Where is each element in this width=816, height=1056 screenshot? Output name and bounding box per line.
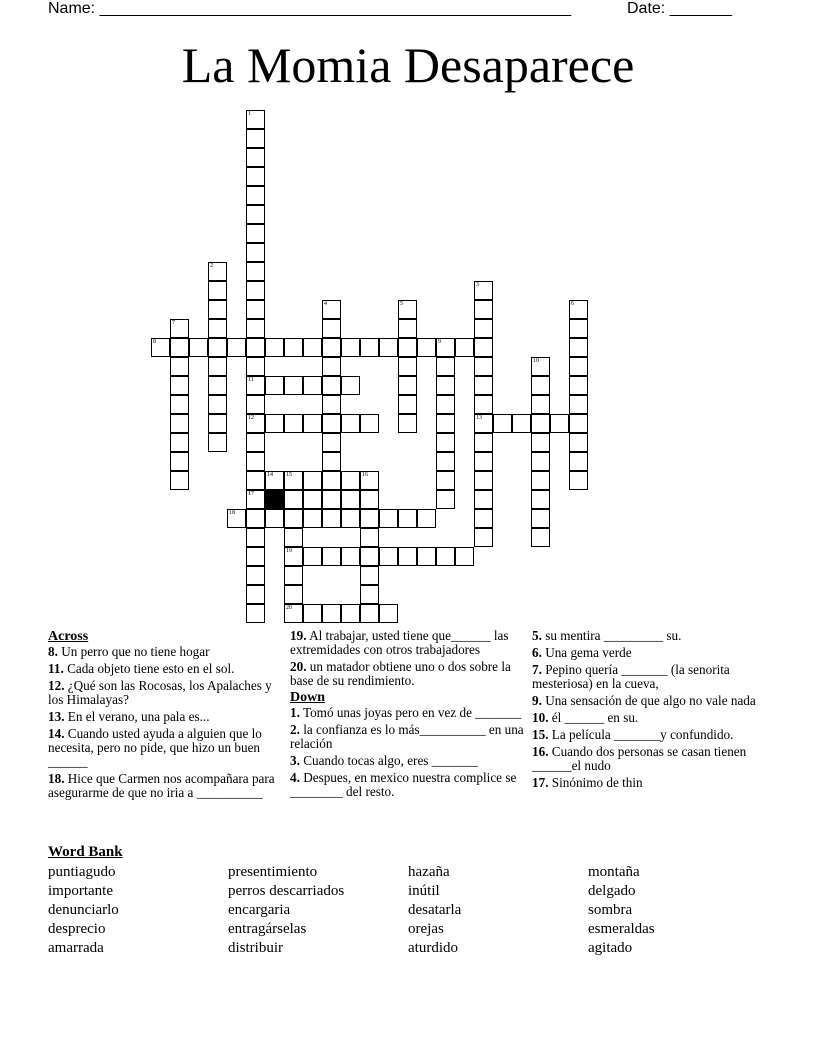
- crossword-cell[interactable]: [246, 471, 265, 490]
- crossword-cell[interactable]: [531, 433, 550, 452]
- crossword-cell[interactable]: [284, 338, 303, 357]
- crossword-cell[interactable]: [398, 395, 417, 414]
- clue-number-label: 11: [248, 377, 254, 383]
- crossword-cell[interactable]: [531, 490, 550, 509]
- crossword-cell[interactable]: [303, 604, 322, 623]
- clue-down-5: 5. su mentira _________ su.: [532, 628, 682, 643]
- crossword-cell[interactable]: [436, 395, 455, 414]
- crossword-cell[interactable]: [474, 452, 493, 471]
- clue-down-6: 6. Una gema verde: [532, 645, 632, 660]
- crossword-cell[interactable]: [322, 376, 341, 395]
- crossword-cell[interactable]: [455, 338, 474, 357]
- crossword-cell[interactable]: [227, 338, 246, 357]
- clue-across-11: 11. Cada objeto tiene esto en el sol.: [48, 661, 235, 676]
- crossword-cell[interactable]: [531, 414, 550, 433]
- crossword-cell[interactable]: [265, 414, 284, 433]
- word-bank-word: perros descarriados: [228, 883, 345, 899]
- crossword-cell[interactable]: [398, 300, 417, 319]
- crossword-cell[interactable]: [303, 414, 322, 433]
- crossword-cell[interactable]: [170, 452, 189, 471]
- crossword-cell[interactable]: [531, 357, 550, 376]
- crossword-cell[interactable]: [246, 585, 265, 604]
- crossword-cell[interactable]: [246, 433, 265, 452]
- crossword-cell[interactable]: [341, 338, 360, 357]
- crossword-cell[interactable]: [208, 414, 227, 433]
- clue-number-label: 7: [172, 320, 175, 326]
- word-bank-word: hazaña: [408, 864, 450, 880]
- crossword-cell[interactable]: [322, 471, 341, 490]
- crossword-cell[interactable]: [284, 528, 303, 547]
- clue-number-label: 9: [438, 339, 441, 345]
- crossword-cell[interactable]: [246, 490, 265, 509]
- crossword-cell[interactable]: [170, 338, 189, 357]
- crossword-cell[interactable]: [360, 585, 379, 604]
- crossword-cell[interactable]: [284, 585, 303, 604]
- clue-down-15: 15. La película _______y confundido.: [532, 727, 734, 742]
- crossword-cell[interactable]: [493, 414, 512, 433]
- crossword-cell[interactable]: [303, 509, 322, 528]
- clue-across-14: 14. Cuando usted ayuda a alguien que lo necesita, pero no pide, que hizo un buen ______: [48, 726, 262, 769]
- crossword-cell[interactable]: [436, 357, 455, 376]
- crossword-cell[interactable]: [341, 376, 360, 395]
- crossword-cell[interactable]: [569, 452, 588, 471]
- crossword-cell[interactable]: [455, 547, 474, 566]
- clue-number-label: 10: [533, 358, 539, 364]
- date-field-line: Date: _______: [627, 0, 732, 17]
- clue-number-label: 20: [286, 605, 292, 611]
- crossword-cell[interactable]: [170, 319, 189, 338]
- crossword-cell[interactable]: [474, 376, 493, 395]
- word-bank-word: entragárselas: [228, 921, 307, 937]
- crossword-cell[interactable]: [322, 338, 341, 357]
- crossword-cell[interactable]: [379, 604, 398, 623]
- crossword-cell[interactable]: [360, 490, 379, 509]
- word-bank-word: esmeraldas: [588, 921, 655, 937]
- clue-across-8: 8. Un perro que no tiene hogar: [48, 644, 210, 659]
- crossword-cell[interactable]: [246, 357, 265, 376]
- crossword-cell[interactable]: [569, 433, 588, 452]
- crossword-cell[interactable]: [246, 129, 265, 148]
- crossword-cell[interactable]: [474, 281, 493, 300]
- word-bank-word: distribuir: [228, 940, 283, 956]
- clue-across-12: 12. ¿Qué son las Rocosas, los Apalaches y los Himalayas?: [48, 678, 272, 707]
- crossword-cell[interactable]: [398, 338, 417, 357]
- crossword-cell[interactable]: [360, 471, 379, 490]
- clue-number-label: 13: [476, 415, 482, 421]
- crossword-cell[interactable]: [284, 547, 303, 566]
- crossword-cell[interactable]: [531, 509, 550, 528]
- crossword-cell[interactable]: [379, 547, 398, 566]
- crossword-cell[interactable]: [474, 414, 493, 433]
- crossword-cell[interactable]: [569, 300, 588, 319]
- clue-down-10: 10. él ______ en su.: [532, 710, 639, 725]
- crossword-cell[interactable]: [550, 414, 569, 433]
- crossword-cell[interactable]: [569, 376, 588, 395]
- clue-down-7: 7. Pepino quería _______ (la senorita mesteriosa) en la cueva,: [532, 662, 730, 691]
- word-bank-word: denunciarlo: [48, 902, 119, 918]
- crossword-cell[interactable]: [569, 357, 588, 376]
- crossword-cell[interactable]: [246, 262, 265, 281]
- crossword-cell[interactable]: [341, 509, 360, 528]
- crossword-cell[interactable]: [569, 414, 588, 433]
- clue-down-2: 2. la confianza es lo más__________ en una relación: [290, 722, 524, 751]
- word-bank-word: agitado: [588, 940, 633, 956]
- word-bank-word: orejas: [408, 921, 444, 937]
- word-bank-word: puntiagudo: [48, 864, 116, 880]
- crossword-cell[interactable]: [360, 604, 379, 623]
- clue-across-18: 18. Hice que Carmen nos acompañara para asegurarme de que no iria a __________: [48, 771, 275, 800]
- clue-number-label: 1: [248, 111, 251, 117]
- crossword-cell[interactable]: [436, 338, 455, 357]
- crossword-cell[interactable]: [170, 357, 189, 376]
- crossword-cell[interactable]: [569, 319, 588, 338]
- clue-number-label: 6: [571, 301, 574, 307]
- crossword-cell[interactable]: [208, 281, 227, 300]
- crossword-cell[interactable]: [246, 110, 265, 129]
- crossword-cell[interactable]: [360, 528, 379, 547]
- crossword-cell[interactable]: [474, 433, 493, 452]
- crossword-cell[interactable]: [208, 395, 227, 414]
- crossword-cell[interactable]: [170, 376, 189, 395]
- crossword-cell[interactable]: [322, 357, 341, 376]
- crossword-cell[interactable]: [436, 490, 455, 509]
- crossword-cell[interactable]: [341, 604, 360, 623]
- crossword-cell[interactable]: [474, 509, 493, 528]
- crossword-cell[interactable]: [265, 338, 284, 357]
- page-title: La Momia Desaparece: [181, 37, 635, 93]
- crossword-cell[interactable]: [436, 547, 455, 566]
- crossword-cell[interactable]: [265, 471, 284, 490]
- crossword-cell[interactable]: [360, 566, 379, 585]
- crossword-cell[interactable]: [208, 357, 227, 376]
- crossword-cell[interactable]: [246, 452, 265, 471]
- crossword-cell[interactable]: [246, 395, 265, 414]
- crossword-cell[interactable]: [246, 224, 265, 243]
- crossword-cell[interactable]: [436, 471, 455, 490]
- crossword-cell[interactable]: [322, 604, 341, 623]
- crossword-cell[interactable]: [360, 547, 379, 566]
- clue-number-label: 19: [286, 548, 292, 554]
- clue-across-20: 20. un matador obtiene uno o dos sobre la base de su rendimiento.: [290, 659, 511, 688]
- crossword-cell[interactable]: [322, 395, 341, 414]
- clue-down-4: 4. Despues, en mexico nuestra complice se ________ del resto.: [290, 770, 517, 799]
- crossword-cell[interactable]: [398, 357, 417, 376]
- crossword-cell[interactable]: [284, 490, 303, 509]
- crossword-cell[interactable]: [512, 414, 531, 433]
- word-bank-word: inútil: [408, 883, 440, 899]
- word-bank-word: desatarla: [408, 902, 462, 918]
- down-heading: Down: [290, 690, 326, 705]
- crossword-cell[interactable]: [208, 338, 227, 357]
- crossword-cell[interactable]: [246, 300, 265, 319]
- crossword-cell[interactable]: [246, 319, 265, 338]
- crossword-cell[interactable]: [246, 528, 265, 547]
- crossword-cell[interactable]: [474, 319, 493, 338]
- word-bank-word: sombra: [588, 902, 633, 918]
- crossword-cell[interactable]: [398, 376, 417, 395]
- clue-number-label: 2: [210, 263, 213, 269]
- word-bank-word: aturdido: [408, 940, 458, 956]
- crossword-cell[interactable]: [246, 376, 265, 395]
- crossword-cell[interactable]: [284, 414, 303, 433]
- name-field-line: Name: _____________________________________________________: [48, 0, 572, 17]
- crossword-cell[interactable]: [322, 300, 341, 319]
- crossword-cell[interactable]: [436, 433, 455, 452]
- crossword-cell[interactable]: [341, 471, 360, 490]
- crossword-cell[interactable]: [398, 547, 417, 566]
- crossword-cell[interactable]: [436, 376, 455, 395]
- crossword-cell[interactable]: [360, 338, 379, 357]
- crossword-cell[interactable]: [170, 414, 189, 433]
- clue-across-13: 13. En el verano, una pala es...: [48, 709, 210, 724]
- crossword-cell[interactable]: [569, 395, 588, 414]
- crossword-cell[interactable]: [322, 547, 341, 566]
- crossword-cell[interactable]: [246, 281, 265, 300]
- crossword-cell[interactable]: [341, 414, 360, 433]
- word-bank-column-2: [228, 863, 344, 958]
- word-bank-word: desprecio: [48, 921, 106, 937]
- crossword-cell[interactable]: [474, 395, 493, 414]
- word-bank-title: Word Bank: [48, 844, 123, 860]
- crossword-cell[interactable]: [569, 338, 588, 357]
- crossword-cell[interactable]: [227, 509, 246, 528]
- crossword-black-cell: [265, 490, 284, 509]
- crossword-cell[interactable]: [531, 395, 550, 414]
- crossword-cell[interactable]: [246, 148, 265, 167]
- word-bank-column-4: [588, 863, 655, 958]
- word-bank-column-3: [408, 863, 461, 958]
- word-bank-column-1: [48, 863, 119, 958]
- crossword-cell[interactable]: [303, 471, 322, 490]
- crossword-cell[interactable]: [284, 471, 303, 490]
- clue-down-17: 17. Sinónimo de thin: [532, 775, 643, 790]
- crossword-cell[interactable]: [246, 566, 265, 585]
- clue-number-label: 14: [267, 472, 273, 478]
- crossword-cell[interactable]: [303, 338, 322, 357]
- crossword-cell[interactable]: [284, 604, 303, 623]
- clue-number-label: 12: [248, 415, 254, 421]
- clues-column-3: [532, 628, 768, 793]
- crossword-cell[interactable]: [436, 414, 455, 433]
- crossword-cell[interactable]: [322, 414, 341, 433]
- crossword-cell[interactable]: [322, 319, 341, 338]
- crossword-cell[interactable]: [398, 319, 417, 338]
- clue-down-3: 3. Cuando tocas algo, eres _______: [290, 753, 478, 768]
- clue-down-16: 16. Cuando dos personas se casan tienen ______el nudo: [532, 744, 747, 773]
- word-bank-word: montaña: [588, 864, 640, 880]
- crossword-cell[interactable]: [151, 338, 170, 357]
- crossword-cell[interactable]: [246, 243, 265, 262]
- crossword-cell[interactable]: [208, 376, 227, 395]
- crossword-cell[interactable]: [189, 338, 208, 357]
- crossword-cell[interactable]: [569, 471, 588, 490]
- crossword-cell[interactable]: [379, 338, 398, 357]
- crossword-cell[interactable]: [417, 547, 436, 566]
- crossword-cell[interactable]: [265, 376, 284, 395]
- crossword-cell[interactable]: [474, 338, 493, 357]
- crossword-cell[interactable]: [531, 376, 550, 395]
- clue-number-label: 16: [362, 472, 368, 478]
- clues-column-1: [48, 628, 284, 803]
- crossword-cell[interactable]: [265, 509, 284, 528]
- crossword-cell[interactable]: [170, 395, 189, 414]
- crossword-cell[interactable]: [246, 205, 265, 224]
- clue-number-label: 15: [286, 472, 292, 478]
- word-bank-word: importante: [48, 883, 113, 899]
- clue-number-label: 8: [153, 339, 156, 345]
- crossword-cell[interactable]: [170, 433, 189, 452]
- crossword-cell[interactable]: [208, 262, 227, 281]
- crossword-cell[interactable]: [208, 319, 227, 338]
- crossword-cell[interactable]: [246, 604, 265, 623]
- crossword-cell[interactable]: [246, 186, 265, 205]
- clue-number-label: 5: [400, 301, 403, 307]
- crossword-cell[interactable]: [417, 338, 436, 357]
- crossword-cell[interactable]: [474, 357, 493, 376]
- crossword-cell[interactable]: [303, 490, 322, 509]
- crossword-cell[interactable]: [341, 490, 360, 509]
- crossword-cell[interactable]: [284, 509, 303, 528]
- crossword-cell[interactable]: [398, 414, 417, 433]
- crossword-cell[interactable]: [531, 452, 550, 471]
- across-heading: Across: [48, 629, 89, 644]
- word-bank-word: encargaria: [228, 902, 291, 918]
- clue-number-label: 18: [229, 510, 235, 516]
- crossword-cell[interactable]: [474, 471, 493, 490]
- crossword-cell[interactable]: [284, 376, 303, 395]
- word-bank-word: amarrada: [48, 940, 104, 956]
- crossword-cell[interactable]: [474, 490, 493, 509]
- crossword-cell[interactable]: [246, 547, 265, 566]
- crossword-cell[interactable]: [379, 509, 398, 528]
- clue-number-label: 17: [248, 491, 254, 497]
- crossword-cell[interactable]: [474, 528, 493, 547]
- crossword-cell[interactable]: [531, 471, 550, 490]
- crossword-cell[interactable]: [322, 452, 341, 471]
- crossword-cell[interactable]: [436, 452, 455, 471]
- word-bank-word: presentimiento: [228, 864, 318, 880]
- crossword-cell[interactable]: [284, 566, 303, 585]
- crossword-cell[interactable]: [341, 547, 360, 566]
- clues-column-2: [290, 628, 526, 802]
- crossword-cell[interactable]: [246, 338, 265, 357]
- crossword-cell[interactable]: [208, 300, 227, 319]
- crossword-cell[interactable]: [322, 433, 341, 452]
- clue-number-label: 4: [324, 301, 327, 307]
- crossword-cell[interactable]: [303, 547, 322, 566]
- crossword-cell[interactable]: [360, 509, 379, 528]
- crossword-cell[interactable]: [246, 509, 265, 528]
- clue-down-1: 1. Tomó unas joyas pero en vez de _______: [290, 705, 522, 720]
- crossword-cell[interactable]: [531, 528, 550, 547]
- crossword-cell[interactable]: [303, 376, 322, 395]
- crossword-cell[interactable]: [398, 509, 417, 528]
- crossword-cell[interactable]: [322, 509, 341, 528]
- clue-down-9: 9. Una sensación de que algo no vale nada: [532, 693, 756, 708]
- crossword-cell[interactable]: [322, 490, 341, 509]
- crossword-cell[interactable]: [360, 414, 379, 433]
- crossword-cell[interactable]: [208, 433, 227, 452]
- crossword-cell[interactable]: [246, 414, 265, 433]
- clue-across-19: 19. Al trabajar, usted tiene que______ las extremidades con otros trabajadores: [290, 628, 509, 657]
- crossword-cell[interactable]: [170, 471, 189, 490]
- crossword-cell[interactable]: [417, 509, 436, 528]
- crossword-cell[interactable]: [474, 300, 493, 319]
- crossword-cell[interactable]: [246, 167, 265, 186]
- word-bank-word: delgado: [588, 883, 636, 899]
- clue-number-label: 3: [476, 282, 479, 288]
